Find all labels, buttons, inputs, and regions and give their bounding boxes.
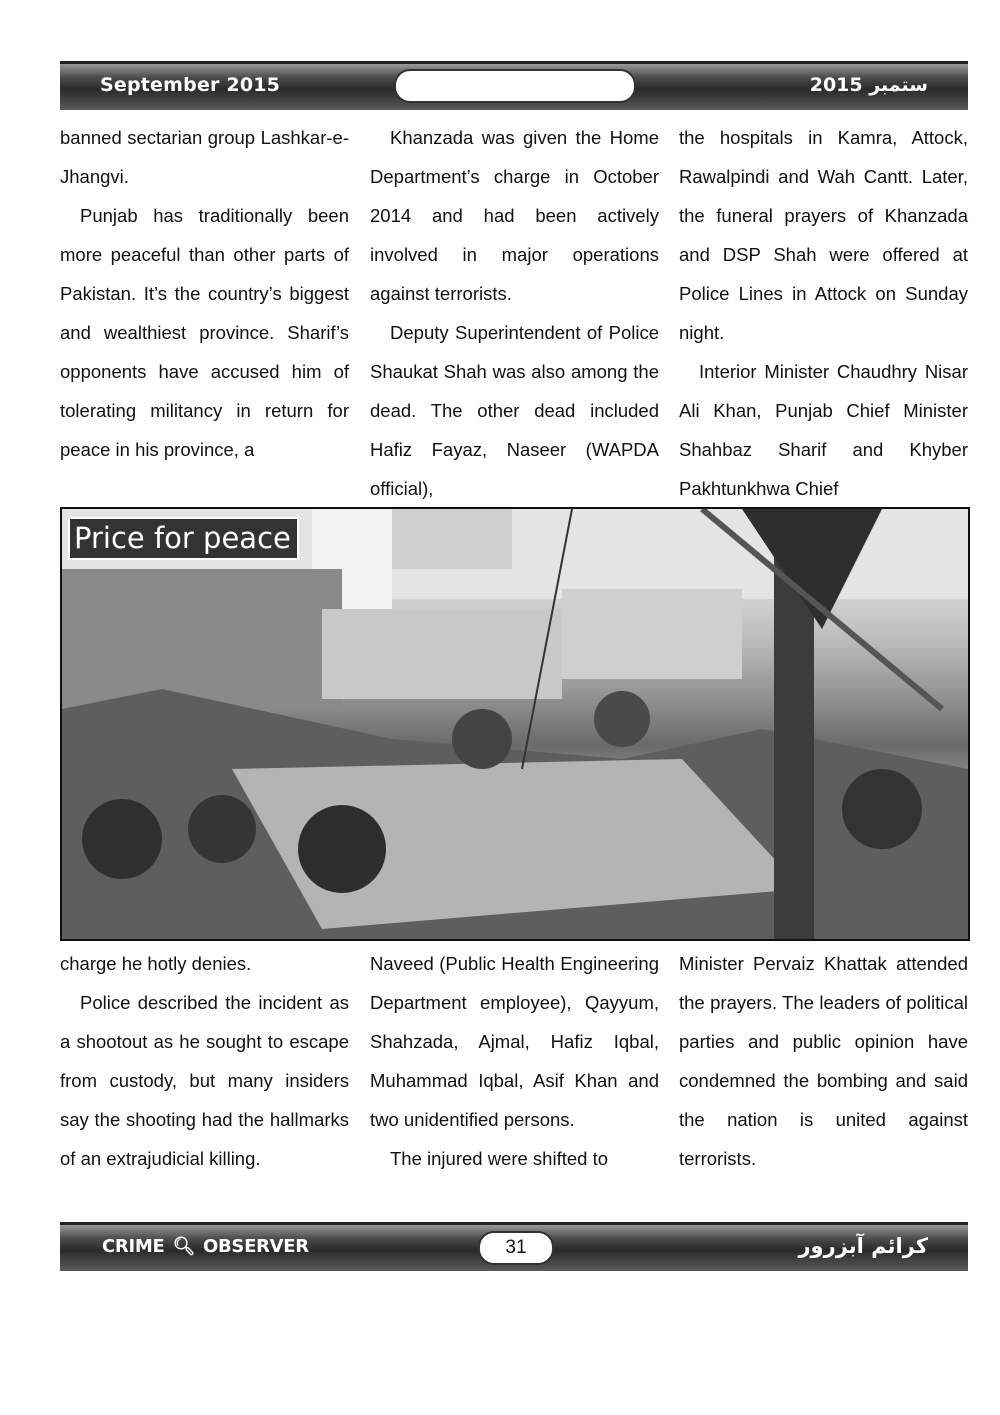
article-column-2-top: [370, 118, 659, 508]
paragraph: Khanzada was given the Home Department’s charge in October 2014 and had been actively involved in major operations against terrorists.: [370, 127, 659, 304]
photo-caption: Price for peace: [68, 517, 299, 560]
paragraph: Deputy Superintendent of Police Shaukat Shah was also among the dead. The other dead included Hafiz Fayaz, Naseer (WAPDA official),: [370, 322, 659, 499]
paragraph: Naveed (Public Health Engineering Department employee), Qayyum, Shahzada, Ajmal, Hafiz Iqbal, Muhammad Iqbal, Asif Khan and two unidentified persons.: [370, 953, 659, 1130]
paragraph: Minister Pervaiz Khattak attended the prayers. The leaders of political parties and public opinion have condemned the bombing and said the nation is united against terrorists.: [679, 953, 968, 1169]
paragraph: Punjab has traditionally been more peaceful than other parts of Pakistan. It’s the country’s biggest and wealthiest province. Sharif’s opponents have accused him of tolerating militancy in return for peace in his province, a: [60, 205, 349, 460]
photo-illustration: [62, 509, 968, 939]
magazine-logo-urdu: کرائم آبزرور: [798, 1234, 928, 1258]
article-column-1-top: [60, 118, 349, 469]
paragraph: Police described the incident as a shootout as he sought to escape from custody, but many insiders say the shooting had the hallmarks of an extrajudicial killing.: [60, 992, 349, 1169]
article-column-3-bottom: [679, 944, 968, 1178]
article-column-2-bottom: [370, 944, 659, 1178]
issue-date-english: September 2015: [100, 74, 281, 96]
magazine-logo-english: [102, 1236, 309, 1257]
paragraph: banned sectarian group Lashkar-e-Jhangvi.: [60, 127, 349, 187]
page-number: 31: [478, 1231, 554, 1265]
paragraph: The injured were shifted to: [390, 1148, 609, 1169]
header-pill: [394, 69, 636, 103]
header-bar: [60, 61, 968, 110]
paragraph: charge he hotly denies.: [60, 953, 252, 974]
issue-date-urdu: 2015 ستمبر: [809, 74, 928, 96]
logo-word-crime: CRIME: [102, 1236, 165, 1257]
logo-word-observer: OBSERVER: [202, 1236, 309, 1257]
footer-bar: [60, 1222, 968, 1271]
paragraph: Interior Minister Chaudhry Nisar Ali Khan, Punjab Chief Minister Shahbaz Sharif and Khyber Pakhtunkhwa Chief: [679, 361, 968, 499]
news-photo: [60, 507, 970, 941]
magnifier-icon: 🔍︎: [172, 1236, 196, 1257]
article-column-3-top: [679, 118, 968, 508]
article-column-1-bottom: [60, 944, 349, 1178]
paragraph: the hospitals in Kamra, Attock, Rawalpindi and Wah Cantt. Later, the funeral prayers of Khanzada and DSP Shah were offered at Police Lines in Attock on Sunday night.: [679, 127, 968, 343]
